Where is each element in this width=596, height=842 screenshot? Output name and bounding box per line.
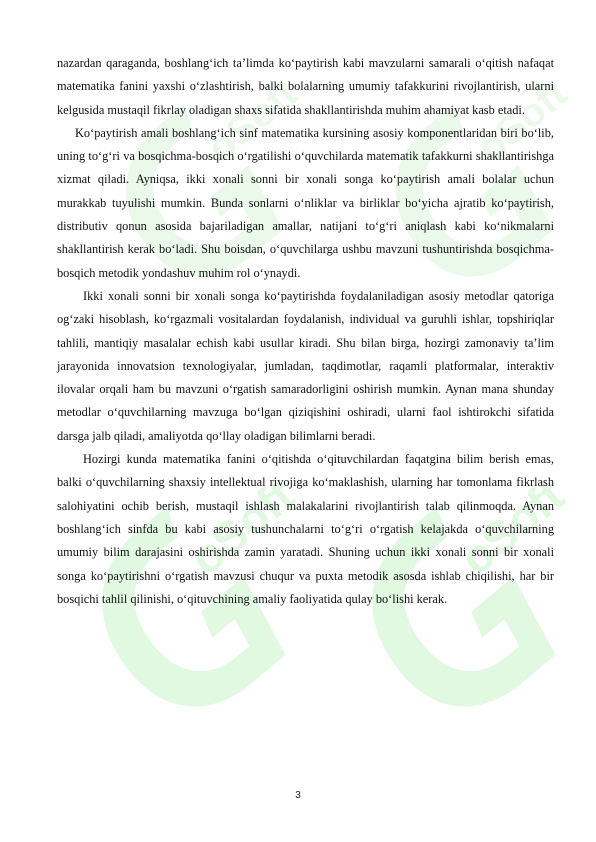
document-body — [57, 52, 554, 611]
svg-text:oSoft: oSoft — [468, 71, 576, 171]
paragraph-4: Hozirgi kunda matematika fanini o‘qitishda o‘qituvchilardan faqatgina bilim berish emas, balki o‘quvchilarning shaxsiy intellektual rivojiga ko‘maklashish, ularning har tomonlama fikrlash salohiyatini ochib berish, mustaqil ishlash malakalarini rivojlantirish talab qilinmoqda. Aynan boshlang‘ich sinfda bu kabi asosiy tushunchalarni to‘g‘ri o‘rgatish kelajakda o‘quvchilarning umumiy bilim darajasini oshirishda zamin yaratadi. Shuning uchun ikki xonali sonni bir xonali songa ko‘paytirishni o‘rgatish mavzusi chuqur va puxta metodik asosda ishlab chiqilishi, har bir bosqichi tahlil qilinishi, o‘qituvchining amaliy faoliyatida qulay bo‘lishi kerak. — [57, 452, 554, 606]
paragraph-3: Ikki xonali sonni bir xonali songa ko‘paytirishda foydalaniladigan asosiy metodlar qatoriga og‘zaki hisoblash, ko‘rgazmali vositalardan foydalanish, individual va guruhli ishlar, topshiriqlar tahlili, mantiqiy masalalar echish kabi usullar kiradi. Shu bilan birga, hozirgi zamonaviy ta’lim jarayonida innovatsion texnologiyalar, jumladan, taqdimotlar, raqamli platformalar, interaktiv ilovalar orqali ham bu mavzuni o‘rgatish samaradorligini oshirish mumkin. Aynan mana shunday metodlar o‘quvchilarning mavzuga bo‘lgan qiziqishini oshiradi, ularni faol ishtirokchi sifatida darsga jalb qiladi, amaliyotda qo‘llay oladigan bilimlarni beradi. — [57, 288, 554, 443]
page-number: 3 — [295, 790, 301, 801]
svg-text:oSoft: oSoft — [180, 469, 304, 585]
paragraph-2: Ko‘paytirish amali boshlang‘ich sinf matematika kursining asosiy komponentlaridan biri bo‘lib, uning to‘g‘ri va bosqichma-bosqich o‘rgatilishi o‘quvchilarda matematik tafakkurni shakllantirishga xizmat qiladi. Ayniqsa, ikki xonali sonni bir xonali songa ko‘paytirish amali bolalar uchun murakkab tuyulishi mumkin. Bunda sonlarni o‘nliklar va birliklar bo‘yicha ajratib ko‘paytirish, distributiv qonun asosida bajariladigan amallar, natijani to‘g‘ri aniqlash kabi ko‘nikmalarni shakllantirish kerak bo‘ladi. Shu boisdan, o‘quvchilarga ushbu mavzuni tushuntirishda bosqichma-bosqich metodik yondashuv muhim rol o‘ynaydi. — [57, 125, 554, 280]
paragraph-1: nazardan qaraganda, boshlang‘ich ta’limda ko‘paytirish kabi mavzularni samarali o‘qitish nafaqat matematika fanini yaxshi o‘zlashtirish, balki bolalarning umumiy tafakkurini rivojlantirish, ularni kelgusida mustaqil fikrlay oladigan shaxs sifatida shakllantirishda muhim ahamiyat kasb etadi. — [57, 56, 554, 117]
svg-text:oSoft: oSoft — [450, 469, 574, 585]
svg-text:oSoft: oSoft — [198, 71, 306, 171]
